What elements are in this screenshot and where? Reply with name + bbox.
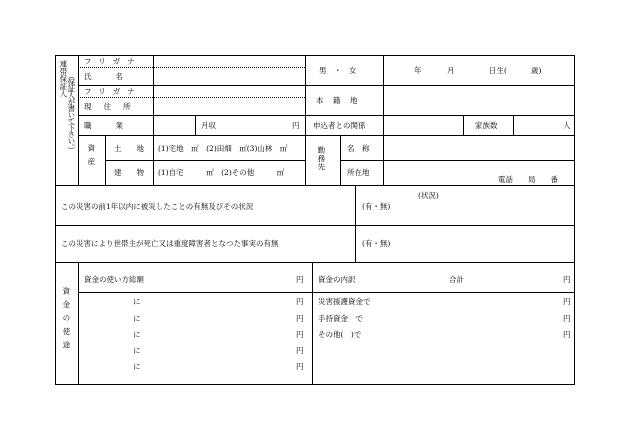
breakdown-item: その他( )で [318,330,362,339]
disaster-q1-label: この災害の前1年以内に被災したことの有無及びその状況 [61,202,254,211]
dob-age: 歳) [531,66,542,75]
disaster-q2-answer: (有・無) [362,239,391,248]
grid-line [355,185,356,262]
grid-line [78,262,79,385]
grid-line [78,135,575,136]
grid-line [195,115,196,135]
dob-month: 月 [447,66,455,75]
grid-line [463,115,464,135]
yen-unit: 円 [296,330,304,339]
usage-row-label: に [133,346,141,355]
honseki-label: 本 籍 地 [316,96,359,105]
grid-line [305,55,306,185]
building-options: (1)自宅 ㎡ (2)その他 ㎡ [158,168,285,177]
land-options: (1)宅地 ㎡ (2)田畑 ㎡(3)山林 ㎡ [158,144,288,153]
work-label: 勤務先 [316,146,326,172]
section-divider [55,225,575,226]
job-label: 職 業 [84,121,126,130]
furigana-separator [78,67,305,68]
side-label-guarantor: 連帯保証人 [58,60,68,98]
grid-line [78,85,575,86]
relation-label: 申込者との関係 [313,121,366,130]
dob-day: 日生( [489,66,507,75]
grid-line [78,115,575,116]
yen-unit: 円 [563,330,571,339]
usage-row-label: に [133,297,141,306]
family-unit: 人 [563,121,571,130]
disaster-q1-status-header: (状況) [418,191,439,200]
furigana-separator [78,97,305,98]
side-note: （保証人が書いて下さい。） [66,72,76,153]
land-label: 土 地 [114,144,144,153]
furigana-label: フリガナ [84,87,142,96]
sum-label: 合計 [449,275,464,284]
yen-unit: 円 [296,275,304,284]
yen-unit: 円 [296,314,304,323]
grid-line [105,160,305,161]
family-label: 家族数 [475,121,498,130]
name-label: 氏 名 [84,72,126,81]
grid-line [340,160,575,161]
yen-unit: 円 [563,314,571,323]
yen-unit: 円 [296,362,304,371]
side-label-usage: 資金の使途 [61,287,71,355]
furigana-label: フリガナ [84,57,142,66]
sex-label: 男 ・ 女 [319,66,357,75]
yen-unit: 円 [296,297,304,306]
yen-unit: 円 [563,275,571,284]
building-label: 建 物 [114,168,144,177]
breakdown-item: 手持資金 で [318,314,363,323]
usage-row-label: に [133,362,141,371]
grid-line [383,115,384,135]
usage-row-label: に [133,314,141,323]
grid-line [513,115,514,135]
address-label: 現住所 [84,102,143,111]
yen-unit: 円 [563,297,571,306]
yen-unit: 円 [292,121,300,130]
work-address-label: 所在地 [347,168,370,177]
work-name-label: 名 称 [347,144,370,153]
dob-year: 年 [414,66,422,75]
disaster-q2-label: この災害により世帯主が死亡又は重度障害者となつた事実の有無 [61,239,279,248]
breakdown-label: 資金の内訳 [318,275,356,284]
yen-unit: 円 [296,346,304,355]
disaster-q1-answer: (有・無) [362,202,391,211]
assets-label: 資産 [86,144,96,171]
usage-row-label: に [133,330,141,339]
grid-line [312,262,313,385]
usage-total-label: 資金の使い方総額 [84,275,144,284]
grid-line [78,292,575,293]
income-label: 月収 [201,121,216,130]
grid-line [78,55,79,185]
section-divider [55,185,575,186]
breakdown-item: 災害援護資金で [318,297,371,306]
phone-label: 電話 局 番 [498,175,558,184]
section-divider [55,262,575,263]
